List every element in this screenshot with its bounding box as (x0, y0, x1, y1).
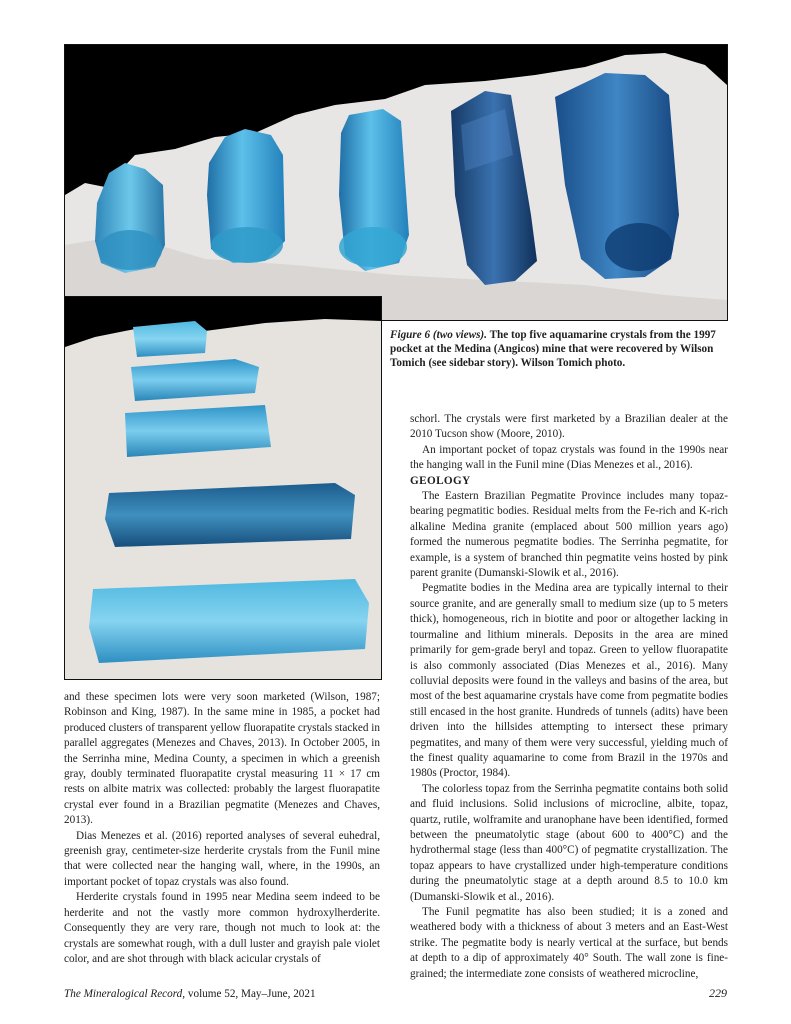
left-column (64, 690, 380, 967)
crystal-row-4 (105, 483, 355, 547)
left-paragraph-2: Dias Menezes et al. (2016) reported analyses of several euhedral, greenish gray, centimeter-size herderite crystals from the Funil mine that were collected near the hanging wall, where, in the 1990s, an important pocket of topaz crystals was also found. (64, 829, 380, 888)
figure-label: Figure 6 (two views). (390, 329, 487, 341)
page-number: 229 (709, 986, 727, 1000)
right-intro-1: schorl. The crystals were first marketed by a Brazilian dealer at the 2010 Tucson show (Moore, 2010). (410, 413, 728, 441)
crystal-row-1 (133, 321, 207, 357)
aquamarine-crystals-top-view (65, 45, 727, 320)
right-intro-2: An important pocket of topaz crystals was found in the 1990s near the hanging wall in the Funil mine (Dias Menezes et al., 2016). (410, 443, 728, 472)
section-heading-geology: GEOLOGY (410, 474, 471, 487)
crystal-2 (207, 129, 285, 263)
footer-issue: volume 52, May–June, 2021 (187, 988, 316, 1000)
left-paragraph-1: and these specimen lots were very soon marketed (Wilson, 1987; Robinson and King, 1987). In the same mine in 1985, a pocket had produced clusters of transparent yellow fluorapatite crystals stacked in parallel aggregates (Menezes and Chaves, 2013). In October 2005, in the Serrinha mine, Medina County, a specimen in which a greenish gray, doubly terminated fluorapatite crystal measuring 11 × 17 cm rests on albite matrix was collected: probably the largest fluorapatite crystal ever found in a Brazilian pegmatite (Menezes and Chaves, 2013). (64, 691, 380, 827)
right-column (410, 412, 728, 982)
figure-6-top-photo (64, 44, 728, 321)
figure-6-side-photo (64, 296, 382, 680)
geology-paragraph-1: The Eastern Brazilian Pegmatite Province includes many topaz-bearing pegmatitic bodies. Residual melts from the Fe-rich and K-rich alkaline Medina granite (emplaced about 500 million years ago) formed the numerous pegmatite bodies. The Serrinha pegmatite, for example, is a system of branched thin pegmatite veins hosted by pink parent granite (Dumanski-Slowik et al., 2016). (410, 490, 728, 580)
geology-paragraph-3: The colorless topaz from the Serrinha pegmatite contains both solid and fluid inclusions. Solid inclusions of microcline, albite, topaz, quartz, rutile, wolframite and uranophane have been identified, formed between the pneumatolytic stage (about 600 to 400°C) and the hydrothermal stage (less than 400°C) of pegmatite crystallization. The topaz appears to have crystallized under high-temperature conditions during the pneumatolytic stage at a depth around 8.5 to 10.0 km (Dumanski-Slowik et al., 2016). (410, 782, 728, 903)
left-paragraph-3: Herderite crystals found in 1995 near Medina seem indeed to be herderite and not the vastly more common hydroxylherderite. Consequently they are very rare, though not much to look at: the crystals are somewhat rough, with a dull luster and grayish pale violet color, and are shot through with black acicular crystals of (64, 891, 380, 965)
footer-journal: The Mineralogical Record, (64, 988, 186, 1000)
crystal-3 (339, 109, 409, 271)
figure-caption (390, 328, 720, 370)
crystal-row-5 (89, 579, 369, 663)
figure-caption-text: The top five aquamarine crystals from the 1997 pocket at the Medina (Angicos) mine that were recovered by Wilson Tomich (see sidebar story). Wilson Tomich photo. (390, 329, 716, 369)
geology-paragraph-4: The Funil pegmatite has also been studied; it is a zoned and weathered body with a thickness of about 3 meters and an East-West strike. The pegmatite body is nearly vertical at the surface, but bends at depth to a dip of approximately 40° South. The wall zone is fine-grained; the intermediate zone consists of weathered microcline, (410, 906, 728, 980)
geology-paragraph-2: Pegmatite bodies in the Medina area are typically internal to their source granite, and are generally small to medium size (up to 5 meters thick), homogeneous, rich in biotite and poor or altogether lacking in tourmaline and lithium minerals. Deposits in the area are mined primarily for gem-grade beryl and topaz. Green to yellow fluorapatite is also commonly associated (Dias Menezes et al., 2016). Many colluvial deposits were found in the valleys and basins of the area, but most of the best aquamarine crystals have come from pegmatite bodies still encased in the host granite. Hundreds of tunnels (adits) have been driven into the hillsides attempting to intersect these primary pegmatites, and many of them were very successful, yielding much of the finest quality aquamarine to come from Brazil in the 1970s and 1980s (Proctor, 1984). (410, 582, 728, 780)
footer-citation (64, 988, 316, 1000)
aquamarine-crystals-stacked-view (65, 297, 381, 679)
